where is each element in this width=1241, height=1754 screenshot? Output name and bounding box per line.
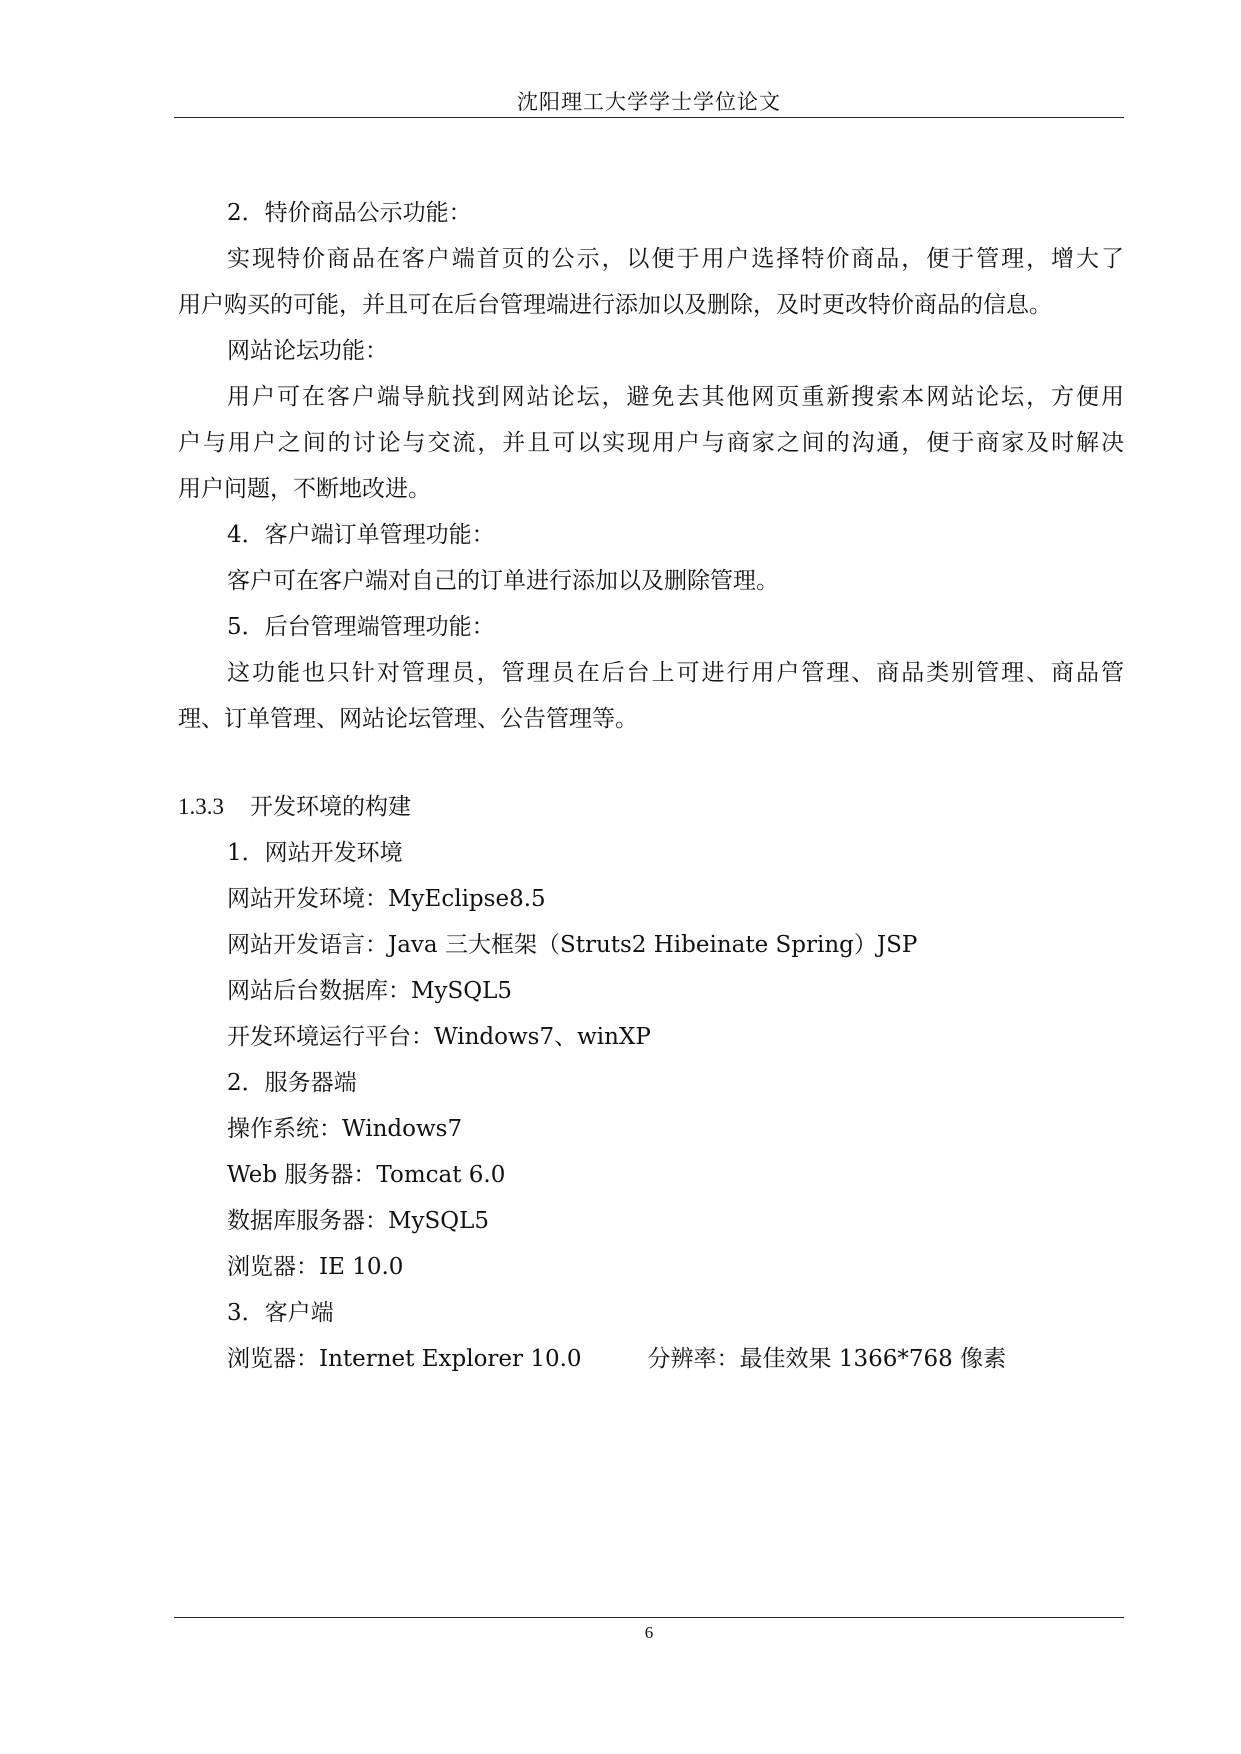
section-title: 开发环境的构建 xyxy=(250,794,411,820)
dev-env-language: 网站开发语言：Java 三大框架（Struts2 Hibeinate Spring）JSP xyxy=(227,932,918,958)
page-number: 6 xyxy=(644,1623,654,1642)
forum-paragraph-line-1: 用户可在客户端导航找到网站论坛，避免去其他网页重新搜索本网站论坛，方便用 xyxy=(227,384,1124,410)
item-2-paragraph-line-1: 实现特价商品在客户端首页的公示，以便于用户选择特价商品，便于管理，增大了 xyxy=(227,246,1124,272)
server-database: 数据库服务器：MySQL5 xyxy=(227,1208,490,1234)
section-heading xyxy=(178,784,1124,830)
client-side-title: 3．客户端 xyxy=(227,1300,334,1326)
page-body xyxy=(178,190,1124,1382)
forum-paragraph-line-3: 用户问题，不断地改进。 xyxy=(178,476,431,502)
client-browser: 浏览器：Internet Explorer 10.0 xyxy=(227,1346,582,1372)
header-divider xyxy=(174,117,1124,118)
forum-paragraph-line-2: 户与用户之间的讨论与交流，并且可以实现用户与商家之间的沟通，便于商家及时解决 xyxy=(178,430,1124,456)
running-header-title: 沈阳理工大学学士学位论文 xyxy=(517,90,781,114)
item-5-paragraph-line-2: 理、订单管理、网站论坛管理、公告管理等。 xyxy=(178,706,638,732)
dev-env-platform: 开发环境运行平台：Windows7、winXP xyxy=(227,1024,651,1050)
forum-function-title: 网站论坛功能： xyxy=(227,338,388,364)
footer-divider xyxy=(174,1617,1124,1618)
server-side-title: 2．服务器端 xyxy=(227,1070,357,1096)
server-browser: 浏览器：IE 10.0 xyxy=(227,1254,404,1280)
server-web-server: Web 服务器：Tomcat 6.0 xyxy=(227,1162,506,1188)
section-spacer xyxy=(178,742,1124,784)
section-number: 1.3.3 xyxy=(178,794,224,819)
server-os: 操作系统：Windows7 xyxy=(227,1116,463,1142)
item-5-paragraph-line-1: 这功能也只针对管理员，管理员在后台上可进行用户管理、商品类别管理、商品管 xyxy=(227,660,1124,686)
item-5-title: 5．后台管理端管理功能： xyxy=(227,614,495,640)
item-4-paragraph: 客户可在客户端对自己的订单进行添加以及删除管理。 xyxy=(227,568,779,594)
item-2-paragraph-line-2: 用户购买的可能，并且可在后台管理端进行添加以及删除，及时更改特价商品的信息。 xyxy=(178,292,1052,318)
client-line xyxy=(178,1336,1124,1382)
dev-env-ide: 网站开发环境：MyEclipse8.5 xyxy=(227,886,546,912)
item-4-title: 4．客户端订单管理功能： xyxy=(227,522,495,548)
dev-env-database: 网站后台数据库：MySQL5 xyxy=(227,978,513,1004)
dev-env-title: 1．网站开发环境 xyxy=(227,840,403,866)
client-resolution: 分辨率：最佳效果 1366*768 像素 xyxy=(647,1346,1007,1372)
item-2-title: 2．特价商品公示功能： xyxy=(227,200,472,226)
